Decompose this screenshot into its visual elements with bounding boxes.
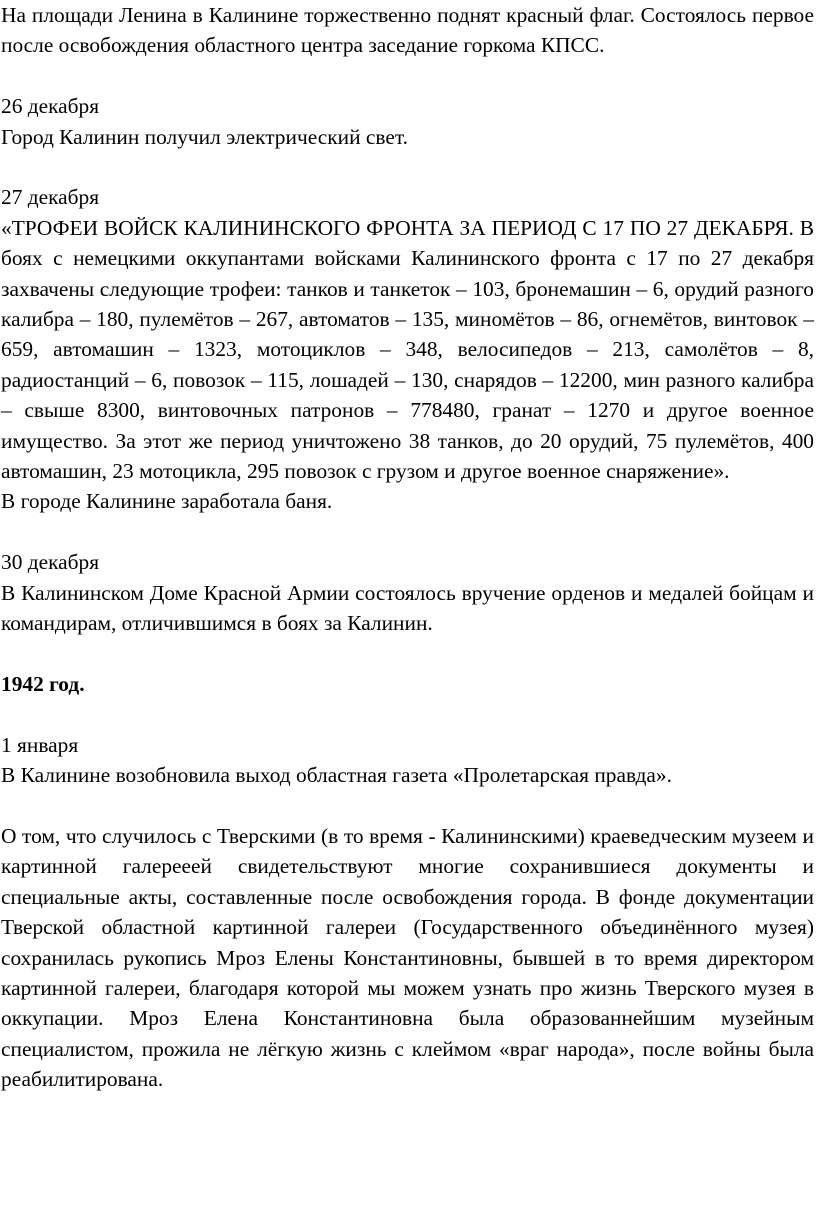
- spacer: [1, 61, 814, 91]
- entry-date-dec-26: 26 декабря: [1, 94, 100, 119]
- entry-date-jan-1: 1 января: [1, 732, 79, 757]
- spacer: [1, 790, 814, 820]
- entry-date-dec-30: 30 декабря: [1, 550, 100, 575]
- intro-paragraph: На площади Ленина в Калинине торжественно поднят красный флаг. Состоялось первое после освобождения областного центра заседание горкома КПСС.: [1, 3, 814, 58]
- spacer: [1, 638, 814, 668]
- museum-paragraph: О том, что случилось с Тверскими (в то время - Калининскими) краеведческим музеем и картинной галерееей свидетельствуют многие сохранившиеся документы и специальные акты, составленные после освобождения города. В фонде документации Тверской областной картинной галереи (Государственного объединённого музея) сохранилась рукопись Мроз Елены Константиновны, бывшей в то время директором картинной галереи, благодаря которой мы можем узнать про жизнь Тверского музея в оккупации. Мроз Елена Константиновна была образованнейшим музейным специалистом, прожила не лёгкую жизнь с клеймом «враг народа», после войны была реабилитирована.: [1, 823, 814, 1092]
- spacer: [1, 517, 814, 547]
- year-heading: 1942 год.: [1, 671, 85, 696]
- spacer: [1, 152, 814, 182]
- entry-text-dec-27-bath: В городе Калинине заработала баня.: [1, 489, 333, 514]
- entry-text-dec-27: «ТРОФЕИ ВОЙСК КАЛИНИНСКОГО ФРОНТА ЗА ПЕРИОД С 17 ПО 27 ДЕКАБРЯ. В боях с немецкими оккупантами войсками Калининского фронта с 17 по 27 декабря захвачены следующие трофеи: танков и танкеток – 103, бронемашин – 6, орудий разного калибра – 180, пулемётов – 267, автоматов – 135, миномётов – 86, огнемётов, винтовок – 659, автомашин – 1323, мотоциклов – 348, велосипедов – 213, самолётов – 8, радиостанций – 6, повозок – 115, лошадей – 130, снарядов – 12200, мин разного калибра – свыше 8300, винтовочных патронов – 778480, гранат – 1270 и другое военное имущество. За этот же период уничтожено 38 танков, до 20 орудий, 75 пулемётов, 400 автомашин, 23 мотоцикла, 295 повозок с грузом и другое военное снаряжение».: [1, 215, 814, 484]
- entry-date-dec-27: 27 декабря: [1, 185, 100, 210]
- document-body: [1, 0, 814, 1095]
- entry-text-jan-1: В Калинине возобновила выход областная газета «Пролетарская правда».: [1, 763, 672, 788]
- entry-text-dec-26: Город Калинин получил электрический свет.: [1, 124, 408, 149]
- spacer: [1, 699, 814, 729]
- entry-text-dec-30: В Калининском Доме Красной Армии состоялось вручение орденов и медалей бойцам и командирам, отличившимся в боях за Калинин.: [1, 580, 814, 636]
